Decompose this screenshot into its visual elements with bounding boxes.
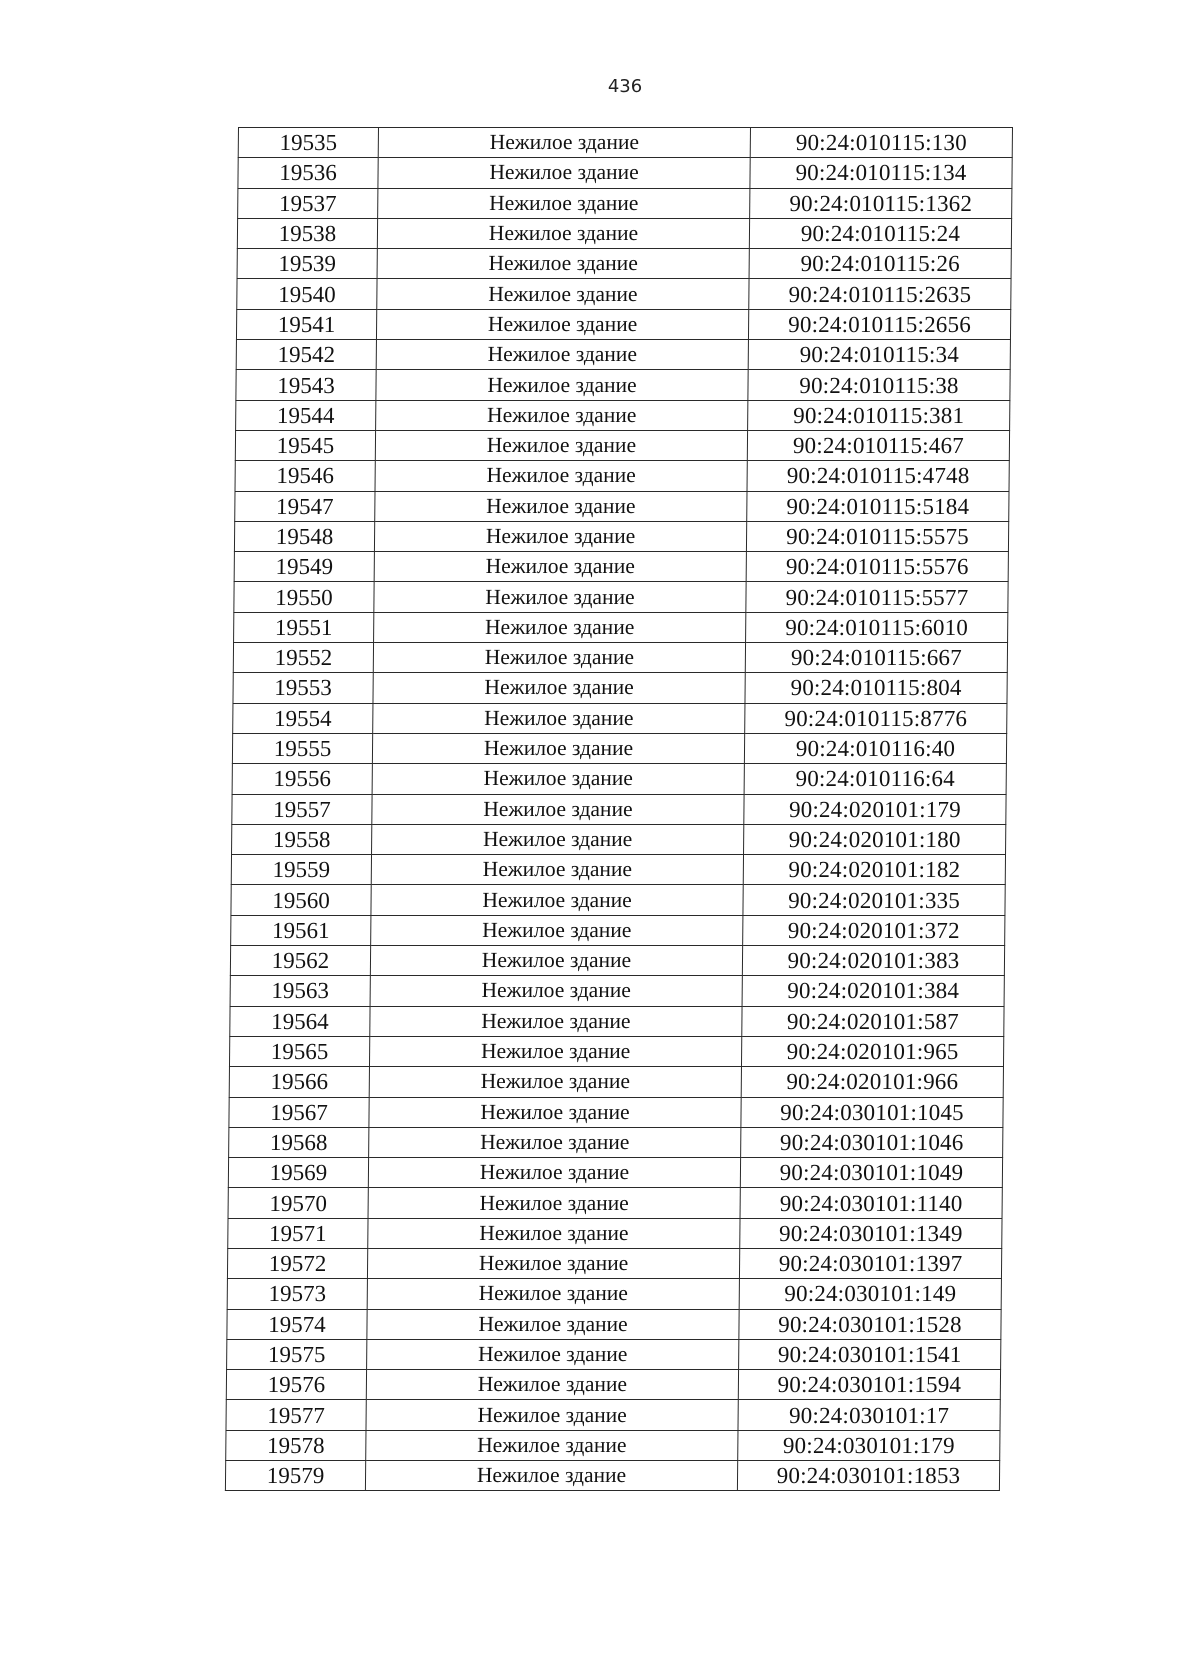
table-row [228, 1218, 1002, 1248]
row-number-cell: 19550 [234, 582, 374, 612]
cadastral-number-cell: 90:24:030101:1349 [740, 1218, 1002, 1248]
row-number-cell: 19540 [237, 279, 377, 309]
object-name-cell: Нежилое здание [367, 1279, 739, 1309]
cadastral-number-cell: 90:24:020101:372 [743, 915, 1005, 945]
table-row [237, 249, 1011, 279]
cadastral-number-cell: 90:24:030101:1397 [739, 1248, 1001, 1278]
row-number-cell: 19556 [232, 764, 372, 794]
cadastral-number-cell: 90:24:010115:667 [745, 643, 1007, 673]
object-name-cell: Нежилое здание [371, 855, 743, 885]
row-number-cell: 19565 [229, 1036, 369, 1066]
cadastral-number-cell: 90:24:020101:180 [744, 824, 1006, 854]
cadastral-number-cell: 90:24:010115:5184 [747, 491, 1009, 521]
cadastral-number-cell: 90:24:030101:1541 [739, 1339, 1001, 1369]
cadastral-number-cell: 90:24:010115:2635 [749, 279, 1011, 309]
object-name-cell: Нежилое здание [372, 733, 744, 763]
row-number-cell: 19577 [226, 1400, 366, 1430]
cadastral-number-cell: 90:24:010115:24 [749, 218, 1011, 248]
row-number-cell: 19553 [233, 673, 373, 703]
object-name-cell: Нежилое здание [365, 1461, 737, 1491]
cadastral-number-cell: 90:24:020101:335 [743, 885, 1005, 915]
table-row [236, 309, 1010, 339]
table-row [226, 1370, 1000, 1400]
row-number-cell: 19572 [227, 1248, 367, 1278]
cadastral-number-cell: 90:24:010115:8776 [745, 703, 1007, 733]
object-name-cell: Нежилое здание [372, 794, 744, 824]
table-row [235, 491, 1009, 521]
cadastral-number-cell: 90:24:020101:965 [741, 1036, 1003, 1066]
row-number-cell: 19546 [235, 461, 375, 491]
row-number-cell: 19570 [228, 1188, 368, 1218]
cadastral-number-cell: 90:24:010115:5576 [746, 552, 1008, 582]
cadastral-number-cell: 90:24:010116:64 [744, 764, 1006, 794]
row-number-cell: 19554 [233, 703, 373, 733]
table-row [232, 733, 1006, 763]
object-name-cell: Нежилое здание [369, 1097, 741, 1127]
object-name-cell: Нежилое здание [378, 128, 750, 158]
cadastral-number-cell: 90:24:010115:26 [749, 249, 1011, 279]
object-name-cell: Нежилое здание [376, 309, 748, 339]
cadastral-number-cell: 90:24:020101:179 [744, 794, 1006, 824]
table-row [232, 794, 1006, 824]
object-name-cell: Нежилое здание [372, 764, 744, 794]
table-row [227, 1339, 1001, 1369]
cadastral-number-cell: 90:24:030101:149 [739, 1279, 1001, 1309]
table-row [231, 915, 1005, 945]
cadastral-number-cell: 90:24:020101:383 [742, 946, 1004, 976]
row-number-cell: 19547 [235, 491, 375, 521]
row-number-cell: 19563 [230, 976, 370, 1006]
table-row [228, 1158, 1002, 1188]
cadastral-number-cell: 90:24:010115:6010 [746, 612, 1008, 642]
table-row [231, 855, 1005, 885]
table-row [234, 521, 1008, 551]
cadastral-number-cell: 90:24:010115:5577 [746, 582, 1008, 612]
table-row [238, 188, 1012, 218]
cadastral-number-cell: 90:24:010115:130 [750, 128, 1012, 158]
table-row [234, 612, 1008, 642]
row-number-cell: 19539 [237, 249, 377, 279]
row-number-cell: 19551 [234, 612, 374, 642]
row-number-cell: 19537 [238, 188, 378, 218]
cadastral-number-cell: 90:24:030101:1528 [739, 1309, 1001, 1339]
object-name-cell: Нежилое здание [367, 1309, 739, 1339]
object-name-cell: Нежилое здание [369, 1127, 741, 1157]
table-row [229, 1036, 1003, 1066]
row-number-cell: 19538 [237, 218, 377, 248]
object-name-cell: Нежилое здание [367, 1339, 739, 1369]
row-number-cell: 19564 [230, 1006, 370, 1036]
row-number-cell: 19571 [228, 1218, 368, 1248]
row-number-cell: 19536 [238, 158, 378, 188]
row-number-cell: 19562 [230, 946, 370, 976]
table-row [227, 1309, 1001, 1339]
row-number-cell: 19566 [229, 1067, 369, 1097]
table-row [235, 430, 1009, 460]
cadastral-number-cell: 90:24:030101:1049 [740, 1158, 1002, 1188]
table-row [235, 461, 1009, 491]
row-number-cell: 19557 [232, 794, 372, 824]
row-number-cell: 19548 [234, 521, 374, 551]
object-name-cell: Нежилое здание [377, 218, 749, 248]
table-row [227, 1279, 1001, 1309]
table-row [237, 218, 1011, 248]
object-name-cell: Нежилое здание [374, 552, 746, 582]
cadastral-number-cell: 90:24:010115:5575 [746, 521, 1008, 551]
object-name-cell: Нежилое здание [373, 673, 745, 703]
registry-table [225, 127, 1013, 1491]
table-row [229, 1067, 1003, 1097]
table-row [236, 400, 1010, 430]
row-number-cell: 19573 [227, 1279, 367, 1309]
row-number-cell: 19561 [231, 915, 371, 945]
object-name-cell: Нежилое здание [366, 1370, 738, 1400]
row-number-cell: 19574 [227, 1309, 367, 1339]
object-name-cell: Нежилое здание [368, 1188, 740, 1218]
object-name-cell: Нежилое здание [369, 1036, 741, 1066]
table-row [230, 976, 1004, 1006]
object-name-cell: Нежилое здание [372, 824, 744, 854]
object-name-cell: Нежилое здание [376, 340, 748, 370]
cadastral-number-cell: 90:24:010115:4748 [747, 461, 1009, 491]
row-number-cell: 19555 [232, 733, 372, 763]
row-number-cell: 19576 [226, 1370, 366, 1400]
cadastral-number-cell: 90:24:030101:1046 [741, 1127, 1003, 1157]
row-number-cell: 19542 [236, 340, 376, 370]
object-name-cell: Нежилое здание [369, 1067, 741, 1097]
table-row [230, 946, 1004, 976]
table-row [227, 1248, 1001, 1278]
table-row [226, 1400, 1000, 1430]
table-row [238, 128, 1012, 158]
cadastral-number-cell: 90:24:010115:134 [750, 158, 1012, 188]
table-row [226, 1430, 1000, 1460]
cadastral-number-cell: 90:24:010115:804 [745, 673, 1007, 703]
cadastral-number-cell: 90:24:010115:2656 [748, 309, 1010, 339]
cadastral-number-cell: 90:24:010115:1362 [750, 188, 1012, 218]
row-number-cell: 19543 [236, 370, 376, 400]
object-name-cell: Нежилое здание [375, 430, 747, 460]
cadastral-number-cell: 90:24:020101:182 [743, 855, 1005, 885]
cadastral-number-cell: 90:24:030101:1853 [737, 1461, 999, 1491]
table-row [232, 824, 1006, 854]
object-name-cell: Нежилое здание [376, 400, 748, 430]
table-row [231, 885, 1005, 915]
table-row [232, 764, 1006, 794]
table-row [233, 703, 1007, 733]
cadastral-number-cell: 90:24:030101:1045 [741, 1097, 1003, 1127]
object-name-cell: Нежилое здание [374, 582, 746, 612]
table-row [236, 370, 1010, 400]
object-name-cell: Нежилое здание [366, 1430, 738, 1460]
table-row [225, 1461, 999, 1491]
row-number-cell: 19544 [236, 400, 376, 430]
object-name-cell: Нежилое здание [375, 461, 747, 491]
table-row [234, 582, 1008, 612]
row-number-cell: 19545 [235, 430, 375, 460]
row-number-cell: 19569 [228, 1158, 368, 1188]
table-row [230, 1006, 1004, 1036]
cadastral-number-cell: 90:24:020101:966 [741, 1067, 1003, 1097]
table-row [237, 279, 1011, 309]
table-row [229, 1097, 1003, 1127]
row-number-cell: 19541 [236, 309, 376, 339]
object-name-cell: Нежилое здание [373, 703, 745, 733]
table-row [233, 673, 1007, 703]
cadastral-number-cell: 90:24:030101:17 [738, 1400, 1000, 1430]
table-row [236, 340, 1010, 370]
object-name-cell: Нежилое здание [375, 491, 747, 521]
table-row [233, 643, 1007, 673]
cadastral-number-cell: 90:24:010115:381 [748, 400, 1010, 430]
registry-table-body [225, 128, 1012, 1491]
row-number-cell: 19568 [229, 1127, 369, 1157]
object-name-cell: Нежилое здание [373, 643, 745, 673]
cadastral-number-cell: 90:24:020101:384 [742, 976, 1004, 1006]
object-name-cell: Нежилое здание [368, 1158, 740, 1188]
object-name-cell: Нежилое здание [377, 279, 749, 309]
object-name-cell: Нежилое здание [366, 1400, 738, 1430]
row-number-cell: 19575 [227, 1339, 367, 1369]
row-number-cell: 19567 [229, 1097, 369, 1127]
row-number-cell: 19578 [226, 1430, 366, 1460]
row-number-cell: 19549 [234, 552, 374, 582]
object-name-cell: Нежилое здание [367, 1248, 739, 1278]
table-row [238, 158, 1012, 188]
object-name-cell: Нежилое здание [370, 946, 742, 976]
row-number-cell: 19558 [232, 824, 372, 854]
registry-table-container [225, 127, 1012, 1491]
object-name-cell: Нежилое здание [377, 249, 749, 279]
row-number-cell: 19560 [231, 885, 371, 915]
row-number-cell: 19559 [231, 855, 371, 885]
object-name-cell: Нежилое здание [368, 1218, 740, 1248]
cadastral-number-cell: 90:24:010115:34 [748, 340, 1010, 370]
table-row [229, 1127, 1003, 1157]
object-name-cell: Нежилое здание [371, 885, 743, 915]
object-name-cell: Нежилое здание [374, 612, 746, 642]
object-name-cell: Нежилое здание [376, 370, 748, 400]
row-number-cell: 19552 [233, 643, 373, 673]
object-name-cell: Нежилое здание [371, 915, 743, 945]
table-row [228, 1188, 1002, 1218]
row-number-cell: 19535 [238, 128, 378, 158]
cadastral-number-cell: 90:24:020101:587 [742, 1006, 1004, 1036]
cadastral-number-cell: 90:24:030101:1140 [740, 1188, 1002, 1218]
object-name-cell: Нежилое здание [378, 158, 750, 188]
cadastral-number-cell: 90:24:010115:467 [747, 430, 1009, 460]
object-name-cell: Нежилое здание [370, 1006, 742, 1036]
row-number-cell: 19579 [225, 1461, 365, 1491]
cadastral-number-cell: 90:24:010116:40 [744, 733, 1006, 763]
table-row [234, 552, 1008, 582]
cadastral-number-cell: 90:24:010115:38 [748, 370, 1010, 400]
cadastral-number-cell: 90:24:030101:179 [738, 1430, 1000, 1460]
page-number: 436 [607, 76, 643, 97]
object-name-cell: Нежилое здание [374, 521, 746, 551]
object-name-cell: Нежилое здание [378, 188, 750, 218]
cadastral-number-cell: 90:24:030101:1594 [738, 1370, 1000, 1400]
object-name-cell: Нежилое здание [370, 976, 742, 1006]
